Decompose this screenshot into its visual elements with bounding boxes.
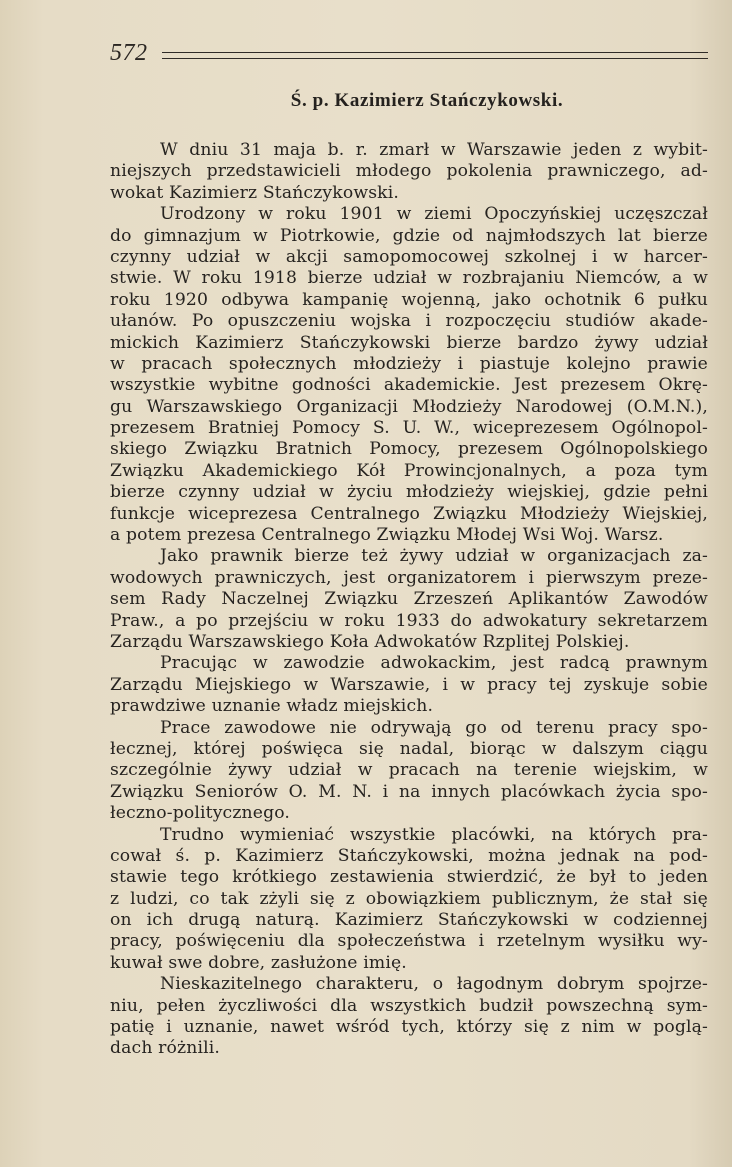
header-rule [162,52,708,59]
text-line: patię i uznanie, nawet wśród tych, którzy się z nim w poglą- [110,1017,708,1038]
text-line: sem Rady Naczelnej Związku Zrzeszeń Aplikantów Zawodów [110,589,708,610]
text-line: stwie. W roku 1918 bierze udział w rozbrajaniu Niemców, a w [110,268,708,289]
text-line: łeczno-politycznego. [110,803,291,824]
text-line: pracy, poświęceniu dla społeczeństwa i rzetelnym wysiłku wy- [110,931,708,952]
text-line: bierze czynny udział w życiu młodzieży wiejskiej, gdzie pełni [110,482,708,503]
text-line: kuwał swe dobre, zasłużone imię. [110,952,407,973]
text-line: ułanów. Po opuszczeniu wojska i rozpoczęciu studiów akade- [110,311,708,332]
text-line: w pracach społecznych młodzieży i piastuje kolejno prawie [110,353,708,374]
text-line: Zarządu Warszawskiego Koła Adwokatów Rzplitej Polskiej. [110,631,630,652]
text-line: Prace zawodowe nie odrywają go od terenu pracy spo- [160,717,708,738]
text-line: do gimnazjum w Piotrkowie, gdzie od najmłodszych lat bierze [110,225,708,246]
text-line: a potem prezesa Centralnego Związku Młodej Wsi Woj. Warsz. [110,525,664,546]
text-line: Urodzony w roku 1901 w ziemi Opoczyńskiej uczęszczał [160,204,708,225]
text-line: Związku Akademickiego Kół Prowincjonalnych, a poza tym [110,460,708,481]
text-line: mickich Kazimierz Stańczykowski bierze bardzo żywy udział [110,332,708,353]
text-line: Związku Seniorów O. M. N. i na innych placówkach życia spo- [110,781,708,802]
text-line: łecznej, której poświęca się nadal, biorąc w dalszym ciągu [110,738,708,759]
text-line: gu Warszawskiego Organizacji Młodzieży Narodowej (O.M.N.), [110,396,708,417]
text-line: roku 1920 odbywa kampanię wojenną, jako ochotnik 6 pułku [110,289,708,310]
obituary-body [110,140,708,1060]
page-number: 572 [110,40,148,66]
text-line: z ludzi, co tak zżyli się z obowiązkiem publicznym, że stał się [110,888,708,909]
obituary-title: Ś. p. Kazimierz Stańczykowski. [290,90,564,111]
text-line: skiego Związku Bratnich Pomocy, prezesem Ogólnopolskiego [110,439,708,460]
text-line: prezesem Bratniej Pomocy S. U. W., wiceprezesem Ogólnopol- [110,418,708,439]
text-line: szczególnie żywy udział w pracach na terenie wiejskim, w [110,760,708,781]
text-line: niejszych przedstawicieli młodego pokolenia prawniczego, ad- [110,161,708,182]
text-line: Jako prawnik bierze też żywy udział w organizacjach za- [160,546,708,567]
text-line: Zarządu Miejskiego w Warszawie, i w pracy tej zyskuje sobie [110,674,708,695]
text-line: wszystkie wybitne godności akademickie. Jest prezesem Okrę- [110,375,708,396]
text-line: Praw., a po przejściu w roku 1933 do adwokatury sekretarzem [110,610,708,631]
text-line: stawie tego krótkiego zestawienia stwierdzić, że był to jeden [110,867,708,888]
text-line: Trudno wymieniać wszystkie placówki, na których pra- [160,824,708,845]
text-line: prawdziwe uznanie władz miejskich. [110,696,434,717]
text-line: cował ś. p. Kazimierz Stańczykowski, można jednak na pod- [110,845,708,866]
text-line: czynny udział w akcji samopomocowej szkolnej i w harcer- [110,246,708,267]
text-line: Nieskazitelnego charakteru, o łagodnym dobrym spojrze- [160,974,708,995]
text-line: funkcje wiceprezesa Centralnego Związku Młodzieży Wiejskiej, [110,503,708,524]
text-line: dach różnili. [110,1038,221,1059]
text-line: wokat Kazimierz Stańczykowski. [110,182,399,203]
text-line: Pracując w zawodzie adwokackim, jest radcą prawnym [160,653,708,674]
text-line: W dniu 31 maja b. r. zmarł w Warszawie jeden z wybit- [160,140,708,160]
text-line: wodowych prawniczych, jest organizatorem i pierwszym preze- [110,567,708,588]
text-line: niu, pełen życzliwości dla wszystkich budził powszechną sym- [110,995,708,1016]
text-line: on ich drugą naturą. Kazimierz Stańczykowski w codziennej [110,910,708,931]
